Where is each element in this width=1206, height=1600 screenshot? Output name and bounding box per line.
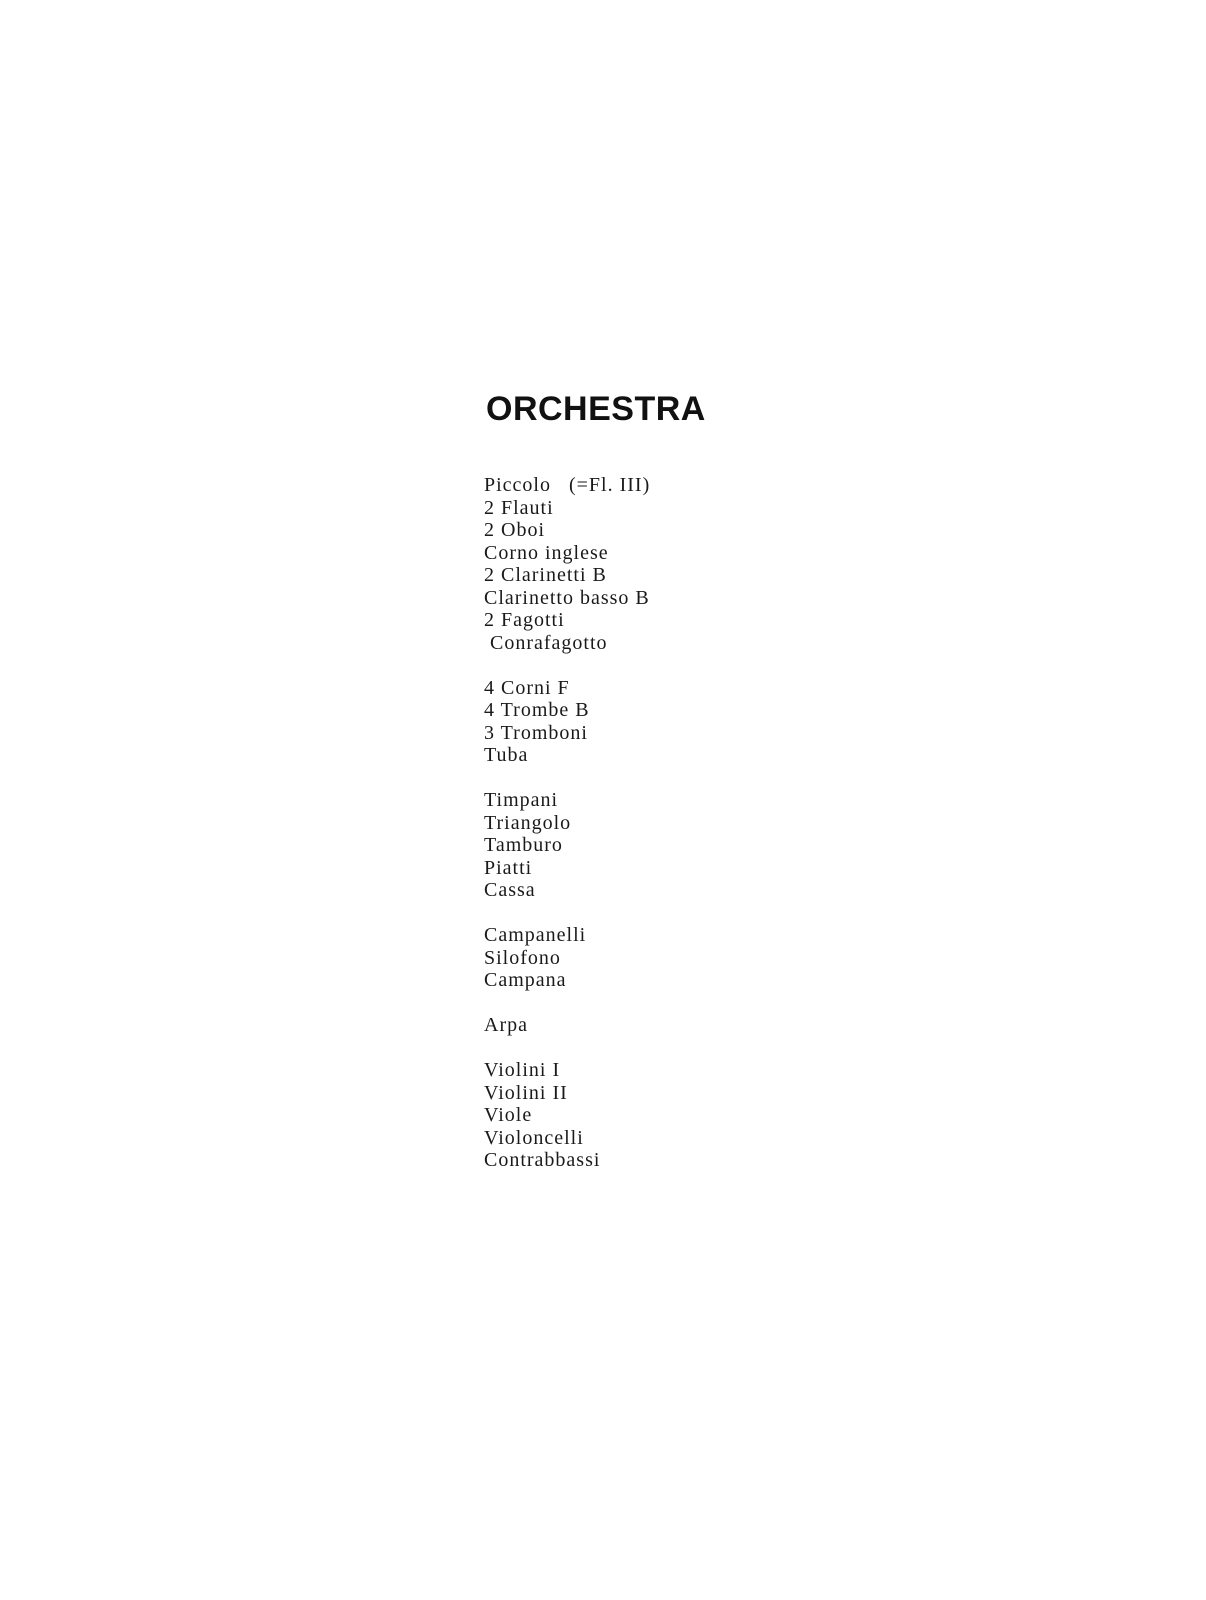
instrument-item: Arpa: [484, 1014, 528, 1036]
instrument-item: Violoncelli: [484, 1126, 584, 1149]
instrument-item: Contrabbassi: [484, 1149, 601, 1171]
instrument-item: Tamburo: [484, 834, 563, 856]
woodwinds-group: [484, 474, 650, 654]
instrument-item: 4 Trombe B: [484, 699, 590, 721]
keyboard-percussion-group: [484, 924, 650, 992]
instrument-item: Viole: [484, 1104, 533, 1126]
instrument-item: Piatti: [484, 856, 533, 879]
percussion-group: [484, 789, 650, 902]
instrument-item: 4 Corni F: [484, 676, 570, 699]
strings-group: [484, 1059, 650, 1172]
instrument-item: Conrafagotto: [484, 631, 608, 654]
instrument-item: Violini II: [484, 1081, 568, 1104]
instrument-item: 2 Oboi: [484, 519, 545, 541]
instrument-item: 3 Tromboni: [484, 721, 588, 744]
harp-group: [484, 1014, 650, 1037]
instrument-item: Triangolo: [484, 811, 572, 834]
instrument-item: Timpani: [484, 789, 559, 811]
instrument-item: Campana: [484, 969, 567, 991]
instrument-item: Clarinetto basso B: [484, 586, 650, 609]
instrument-item: Tuba: [484, 744, 529, 766]
instrument-item: Campanelli: [484, 924, 587, 946]
instrument-item: 2 Clarinetti B: [484, 564, 607, 586]
page-title: ORCHESTRA: [486, 390, 706, 428]
instrument-item: 2 Fagotti: [484, 609, 565, 631]
instrument-item: Piccolo (=Fl. III): [484, 474, 651, 496]
instrument-item: Silofono: [484, 946, 561, 969]
instrument-item: Cassa: [484, 879, 536, 901]
instrument-item: 2 Flauti: [484, 496, 554, 519]
instrument-item: Corno inglese: [484, 541, 609, 564]
instrument-item: Violini I: [484, 1059, 561, 1081]
brass-group: [484, 677, 650, 767]
instrument-list: [484, 474, 650, 1172]
